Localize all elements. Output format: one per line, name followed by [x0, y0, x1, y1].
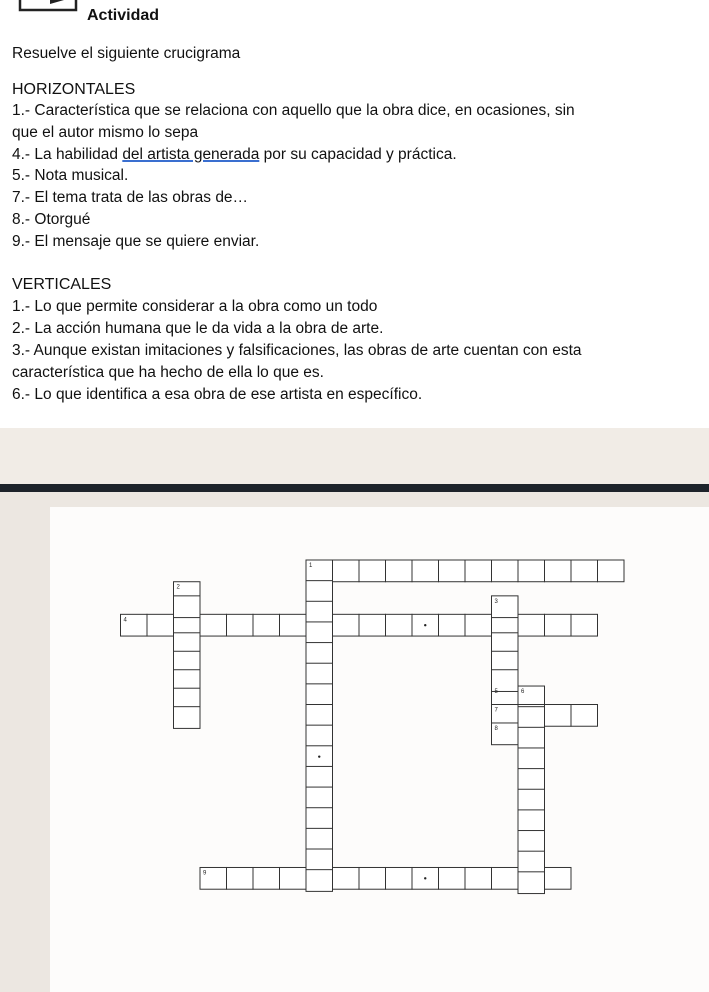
crossword-cell[interactable]	[386, 867, 413, 889]
cell-dot	[424, 877, 426, 879]
crossword-cell[interactable]	[306, 663, 333, 685]
crossword-cell[interactable]	[386, 614, 413, 636]
crossword-cell[interactable]	[306, 849, 333, 871]
h-clue-5: 5.- Nota musical.	[12, 167, 129, 184]
crossword-cell[interactable]	[439, 867, 466, 889]
crossword-cell[interactable]	[518, 769, 545, 791]
crossword-cell[interactable]	[518, 831, 545, 853]
crossword-cell[interactable]	[147, 614, 174, 636]
crossword-cell[interactable]	[518, 727, 545, 749]
v-clue-2: 2.- La acción humana que le da vida a la obra de arte.	[12, 320, 384, 337]
clue-number: 2	[176, 584, 180, 591]
clue-number: 3	[494, 598, 498, 605]
crossword-cell[interactable]	[518, 810, 545, 832]
crossword-cell[interactable]	[465, 560, 492, 582]
clue-number: 7	[494, 707, 498, 714]
crossword-cell[interactable]	[333, 614, 360, 636]
cell-dot	[424, 624, 426, 626]
crossword-cell[interactable]	[253, 614, 280, 636]
crossword-cell[interactable]	[571, 705, 598, 727]
crossword-cell[interactable]	[571, 614, 598, 636]
crossword-cell[interactable]	[518, 707, 545, 729]
clue-number: 1	[309, 563, 313, 569]
crossword-cell[interactable]	[386, 560, 413, 582]
activity-title: Actividad	[87, 7, 160, 24]
h-clue-7: 7.- El tema trata de las obras de…	[12, 189, 249, 206]
cell-dot	[318, 755, 320, 757]
v-clue-3-cont: característica que ha hecho de ella lo que es.	[12, 364, 324, 381]
v-clue-3: 3.- Aunque existan imitaciones y falsificaciones, las obras de arte cuentan con esta	[12, 342, 582, 359]
crossword-cell[interactable]	[492, 867, 519, 889]
crossword-cell[interactable]	[306, 705, 333, 727]
clue-number: 5	[494, 689, 498, 696]
instruction: Resuelve el siguiente crucigrama	[12, 45, 241, 62]
crossword-cell[interactable]	[306, 828, 333, 850]
crossword-cell[interactable]	[598, 560, 625, 582]
crossword-cell[interactable]	[518, 851, 545, 873]
crossword-cell[interactable]	[545, 560, 572, 582]
crossword-cell[interactable]	[306, 808, 333, 830]
crossword-cell[interactable]	[306, 787, 333, 809]
crossword-cell[interactable]	[306, 870, 333, 892]
crossword-cell[interactable]	[545, 867, 572, 889]
crossword-cell[interactable]	[306, 622, 333, 644]
crossword-cell[interactable]	[465, 614, 492, 636]
h-clue-4-pre: 4.- La habilidad	[12, 146, 123, 163]
crossword-cell[interactable]	[306, 725, 333, 747]
h-clue-1-cont: que el autor mismo lo sepa	[12, 124, 199, 141]
crossword-cell[interactable]	[306, 601, 333, 623]
crossword-cell[interactable]	[359, 560, 386, 582]
h-clue-4-underlined: del artista generada	[122, 146, 260, 163]
crossword-cell[interactable]	[518, 748, 545, 770]
crossword-cell[interactable]	[306, 684, 333, 706]
verticales-heading: VERTICALES	[12, 276, 112, 293]
v-clue-1: 1.- Lo que permite considerar a la obra como un todo	[12, 298, 378, 315]
crossword-cell[interactable]	[306, 643, 333, 665]
h-clue-9: 9.- El mensaje que se quiere enviar.	[12, 233, 260, 250]
crossword-cell[interactable]	[333, 867, 360, 889]
crossword-cell[interactable]	[227, 867, 254, 889]
crossword-cell[interactable]	[465, 867, 492, 889]
h-clue-1: 1.- Característica que se relaciona con aquello que la obra dice, en ocasiones, sin	[12, 102, 575, 119]
crossword-cell[interactable]	[571, 560, 598, 582]
crossword-cell[interactable]	[545, 705, 572, 727]
crossword-cell[interactable]	[518, 872, 545, 894]
crossword-cell[interactable]	[518, 789, 545, 811]
crossword-cell[interactable]	[518, 614, 545, 636]
crossword-cell[interactable]	[306, 581, 333, 603]
crossword-cell[interactable]	[439, 560, 466, 582]
crossword-cell[interactable]	[518, 560, 545, 582]
horizontales-heading: HORIZONTALES	[12, 81, 136, 98]
crossword-cell[interactable]	[333, 560, 360, 582]
clue-number: 9	[203, 870, 207, 877]
h-clue-4-post: por su capacidad y práctica.	[259, 146, 457, 163]
crossword-cell[interactable]	[492, 560, 519, 582]
crossword-cell[interactable]	[200, 614, 227, 636]
h-clue-8: 8.- Otorgué	[12, 211, 91, 228]
crossword-cell[interactable]	[280, 867, 307, 889]
crossword-cell[interactable]	[359, 867, 386, 889]
crossword-cell[interactable]	[253, 867, 280, 889]
clue-number: 4	[123, 617, 127, 624]
v-clue-6: 6.- Lo que identifica a esa obra de ese artista en específico.	[12, 386, 423, 403]
crossword-cell[interactable]	[227, 614, 254, 636]
crossword-cell[interactable]	[280, 614, 307, 636]
crossword-cell[interactable]	[545, 614, 572, 636]
clue-number: 8	[494, 725, 498, 732]
crossword-cell[interactable]	[359, 614, 386, 636]
crossword-cell[interactable]	[174, 707, 201, 729]
crossword-cell[interactable]	[439, 614, 466, 636]
crossword-cell[interactable]	[306, 766, 333, 788]
clue-number: 6	[521, 689, 525, 696]
crossword-cell[interactable]	[174, 596, 201, 618]
crossword-cell[interactable]	[412, 560, 439, 582]
